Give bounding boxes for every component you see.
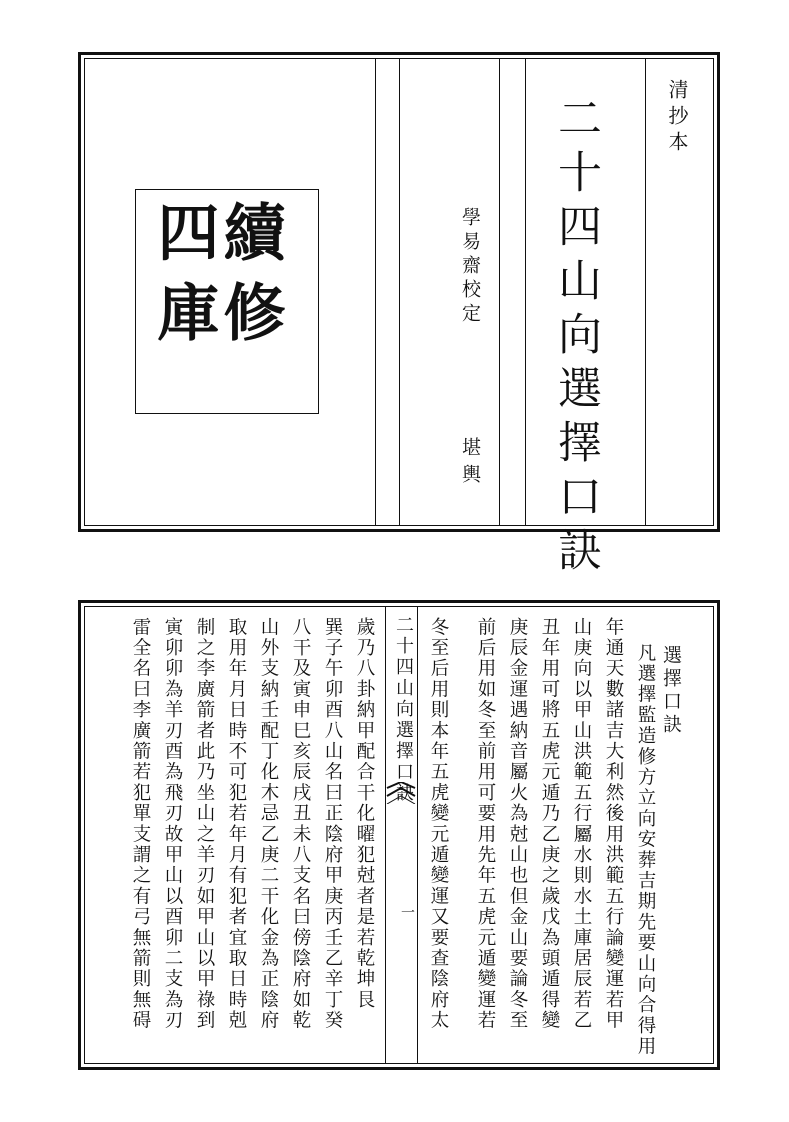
section-heading: 選擇口訣 (660, 645, 682, 737)
seal-lettering (147, 200, 286, 410)
seal-char: 修 (213, 280, 286, 360)
column-rule (525, 59, 526, 525)
seal-char: 四 (147, 200, 220, 280)
column-rule (399, 59, 400, 525)
title-page-inner-border (84, 58, 714, 581)
collection-label: 清抄本 (665, 79, 689, 157)
text-column: 制之李廣箭者此乃坐山之羊刃如甲山以甲祿到 (194, 617, 215, 1031)
center-fold-column (385, 607, 417, 1063)
text-column: 山庚向以甲山洪範五行屬水則水土庫居辰若乙 (571, 617, 592, 1031)
column-rule (375, 59, 376, 525)
fish-tail-ornament (385, 782, 417, 804)
column-rule (385, 607, 386, 1063)
collection-seal (135, 189, 319, 414)
editor-credit: 學易齋校定 (459, 207, 481, 327)
column-rule (417, 607, 418, 1063)
seal-char: 續 (213, 200, 286, 280)
text-column: 寅卯卯為羊刃酉為飛刃故甲山以酉卯二支為刃 (162, 617, 183, 1031)
text-page-inner-border (84, 606, 714, 1064)
text-column: 年通天數諸吉大利然後用洪範五行論變運若甲 (603, 617, 624, 1031)
column-rule (499, 59, 500, 525)
text-column: 前后用如冬至前用可要用先年五虎元遁變運若 (475, 617, 496, 1031)
text-column: 庚辰金運遇納音屬火為尅山也但金山要論冬至 (507, 617, 528, 1031)
text-column: 凡選擇監造修方立向安葬吉期先要山向合得用 (635, 643, 656, 1057)
column-rule (645, 59, 646, 525)
text-column: 八干及寅申巳亥辰戌丑未八支名曰傍陰府如乾 (290, 617, 311, 1031)
text-column: 冬至后用則本年五虎變元遁變運又要查陰府太 (428, 617, 449, 1031)
text-column: 歲乃八卦納甲配合干化曜犯尅者是若乾坤艮 (354, 617, 375, 1011)
text-page-frame (78, 600, 720, 1070)
title-page-frame (78, 52, 720, 581)
text-column: 巽子午卯酉八山名曰正陰府甲庚丙壬乙辛丁癸 (322, 617, 343, 1031)
text-column: 山外支納壬配丁化木忌乙庚二干化金為正陰府 (258, 617, 279, 1031)
text-column: 取用年月日時不可犯若年月有犯者宜取日時剋 (226, 617, 247, 1031)
page-number: 一 (399, 905, 415, 919)
spine-title: 二十四山向選擇口訣 (393, 615, 414, 804)
book-title: 二十四山向選擇口訣 (550, 95, 601, 581)
category-label: 堪輿 (459, 437, 481, 491)
text-column: 丑年用可將五虎元遁乃乙庚之歲戊為頭遁得變 (539, 617, 560, 1031)
text-column: 雷全名曰李廣箭若犯單支謂之有弓無箭則無碍 (130, 617, 151, 1031)
seal-char: 庫 (147, 280, 220, 360)
